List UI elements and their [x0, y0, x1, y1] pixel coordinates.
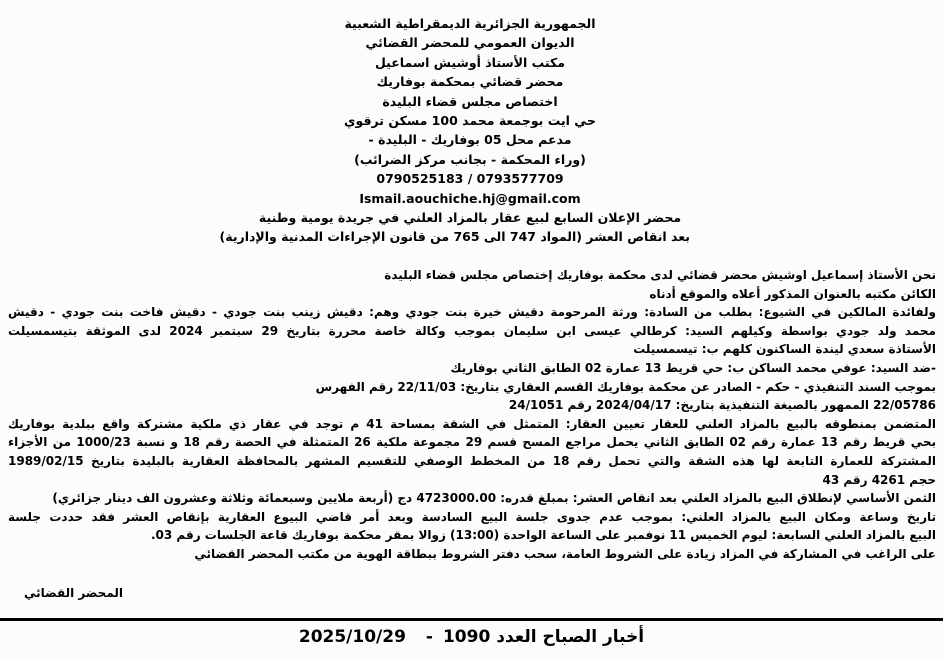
republic-title: الجمهورية الجزائرية الديمقراطية الشعبية	[344, 16, 596, 31]
phone-numbers: 0790525183 / 0793577709	[376, 171, 564, 187]
body-line: محمد ولد جودي بواسطة وكيلهم السيد: كرطالي عيسى ابن سليمان بموجب وكالة خاصة محررة بتاريخ 29 سبتمبر 2024 لدى الموثقة بتيسمسيلت	[8, 323, 936, 338]
body-line: ولفائدة المالكين في الشيوع: بطلب من السادة: ورثة المرحومة دقيش خيرة بنت جودي وهم: دقيش زينب بنت جودي - دقيش فاخت بنت جودي - دقيش	[8, 305, 936, 320]
office-general-title: الديوان العمومي للمحضر القضائي	[365, 35, 575, 51]
publication-issue: أخبار الصباح العدد 1090	[442, 627, 645, 647]
body-line: على الراغب في المشاركة في المزاد زيادة على الشروط العامة، سحب دفتر الشروط ببطاقة الهوية من مكتب المحضر القضائي	[194, 546, 936, 561]
body-line: بحي قريط رقم 13 عمارة رقم 02 الطابق الثاني يحمل مراجع المسح قسم 29 مجموعة ملكية 26 المتمثلة في الحصة رقم 18 و نسبة 1000/23 من الأجزاء	[8, 435, 936, 450]
publication-date: 2025/10/29	[298, 627, 406, 647]
body-line: -ضد السيد: عوفي محمد الساكن ب: حي قريط 13 عمارة 02 الطابق الثاني بوفاريك	[450, 360, 936, 375]
body-line: الثمن الأساسي لإنطلاق البيع بالمزاد العلني بعد انقاص العشر: بمبلغ قدره: 4723000.00 دج (أربعة ملايين وسبعمائة وثلاثة وعشرون الف دينار جزائري)	[52, 491, 936, 506]
address-line-1: حي ايت بوجمعة محمد 100 مسكن ترقوي	[344, 113, 596, 129]
body-line: بموجب السند التنفيذي - حكم - الصادر عن محكمة بوفاريك القسم العقاري بتاريخ: 22/11/03 رقم الفهرس	[315, 379, 936, 394]
body-line: المتضمن بمنطوقه بالبيع بالمزاد العلني للعقار تعيين العقار: المتمثل في الشقة بمساحة 41 م توجد في عقار ذي ملكية مشتركة واقع ببلدية بوفاريك	[8, 416, 936, 431]
body-line: المشتركة للعمارة التابعة لها هذه الشقة والتي تحمل رقم 18 من المخطط الوصفي للتقسيم المشهر بالمحافظة العقارية بالبليدة بتاريخ 1989/02/15	[8, 453, 936, 468]
letterhead	[219, 14, 690, 247]
notice-body	[8, 266, 936, 564]
court-bailiff-title: محضر قضائي بمحكمة بوفاريك	[376, 74, 564, 90]
body-line: البيع بالمزاد العلني السابعة: ليوم الخميس 11 نوفمبر على الساعة الواحدة (13:00) زوالا بمقر محكمة بوفاريك قاعة الجلسات رقم 03.	[150, 528, 936, 543]
address-line-3: (وراء المحكمة - بجانب مركز الضرائب)	[354, 151, 586, 167]
footer-divider	[0, 618, 943, 621]
footer-separator: -	[425, 627, 433, 647]
address-line-2: مدعم محل 05 بوفاريك - البليدة -	[368, 132, 572, 148]
body-line: نحن الأستاذ إسماعيل اوشيش محضر قضائي لدى محكمة بوفاريك إختصاص مجلس قضاء البليدة	[384, 268, 936, 282]
body-line: حجم 4261 رقم 43	[822, 472, 936, 487]
publication-footer	[0, 622, 943, 652]
email-address: Ismail.aouchiche.hj@gmail.com	[359, 190, 581, 206]
notice-title: محضر الإعلان السابع لبيع عقار بالمزاد العلني في جريدة يومية وطنية	[258, 210, 682, 226]
office-name: مكتب الأستاذ أوشيش اسماعيل	[374, 54, 566, 70]
bailiff-signature-label: المحضر القضائي	[23, 586, 123, 600]
body-line: تاريخ وساعة ومكان البيع بالمزاد العلني: بموجب عدم جدوى جلسة البيع السادسة وبعد أمر قاضي البيوع العقارية بإنقاص العشر فقد حددت جلسة	[8, 509, 936, 524]
notice-subtitle: بعد انقاص العشر (المواد 747 الى 765 من قانون الإجراءات المدنية والإدارية)	[219, 229, 690, 245]
body-line: الكائن مكتبه بالعنوان المذكور أعلاه والموقع أدناه	[649, 286, 936, 301]
body-line: الأستاذة سعدي ليندة الساكنون كلهم ب: تيسمسيلت	[633, 342, 936, 357]
jurisdiction-line: اختصاص مجلس قضاء البليدة	[382, 93, 558, 109]
body-line: 22/05786 الممهور بالصيغة التنفيذية بتاريخ: 2024/04/17 رقم 24/1051	[508, 398, 936, 413]
